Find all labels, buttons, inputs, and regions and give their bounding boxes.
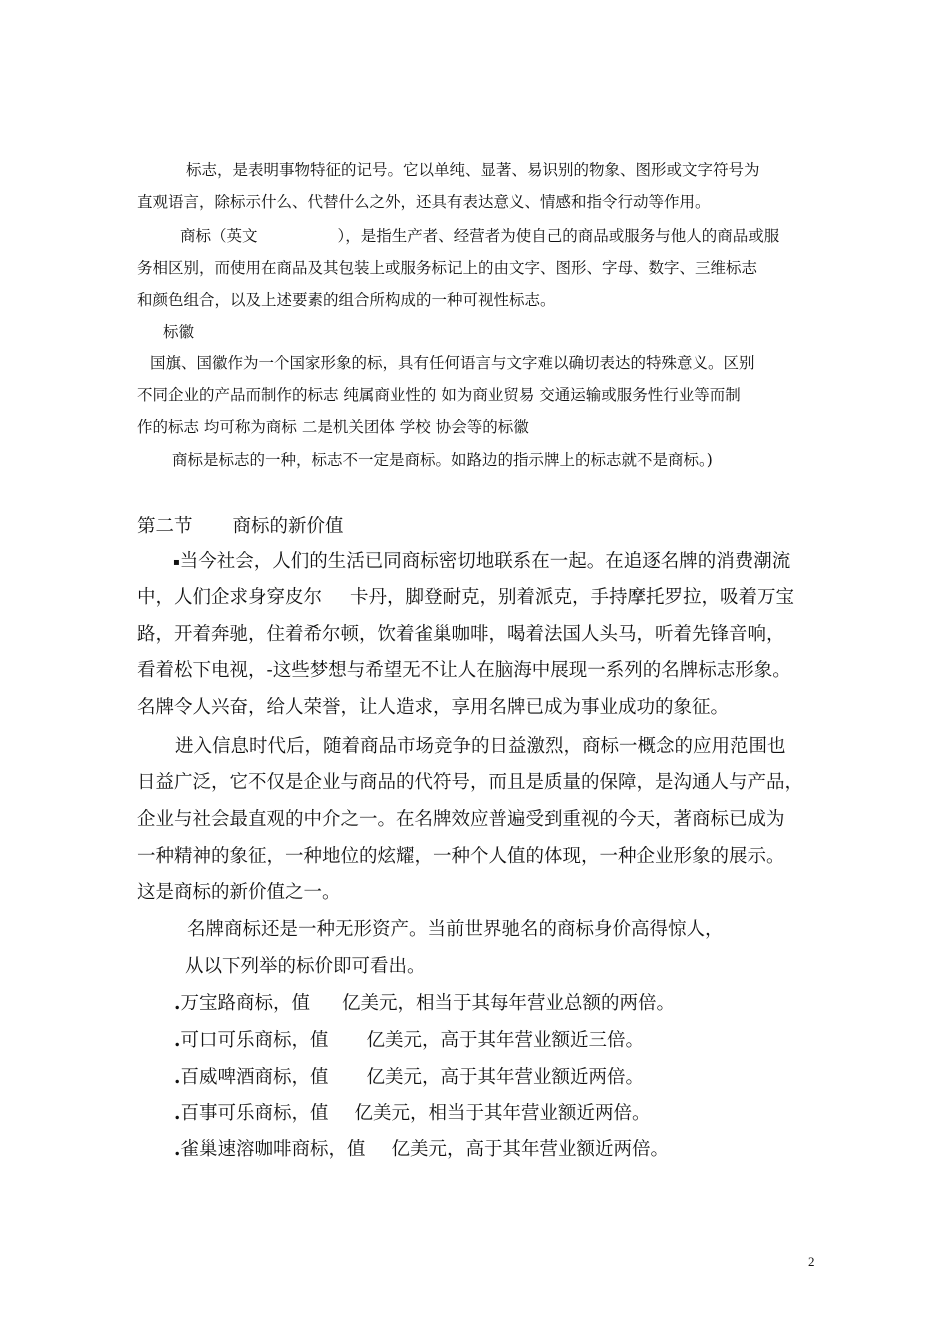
list-item-value: 亿美元，高于其年营业额近两倍。 bbox=[366, 1067, 644, 1088]
section-p3-line-2: 从以下列举的标价即可看出。 bbox=[185, 956, 426, 977]
section-p1-line-2 bbox=[137, 589, 794, 608]
section-number: 第二节 bbox=[137, 516, 193, 537]
list-bullet: . bbox=[174, 1139, 181, 1160]
section-p1-line-3: 路，开着奔驰，住着希尔顿，饮着雀巢咖啡，喝着法国人头马，听着先锋音响， bbox=[137, 624, 785, 645]
list-item-value: 亿美元，相当于其年营业额近两倍。 bbox=[354, 1103, 651, 1124]
section-p1-line-2-a: 中，人们企求身穿皮尔 bbox=[137, 587, 323, 608]
intro-p1-line-2: 直观语言，除标示什么、代替什么之外，还具有表达意义、情感和指令行动等作用。 bbox=[137, 193, 711, 211]
intro-p1-line-1: 标志，是表明事物特征的记号。它以单纯、显著、易识别的物象、图形或文字符号为 bbox=[186, 161, 760, 179]
list-item bbox=[174, 995, 675, 1014]
section-p1-line-5: 名牌令人兴奋，给人荣誉，让人造求，享用名牌已成为事业成功的象征。 bbox=[137, 697, 730, 718]
list-item bbox=[174, 1141, 669, 1160]
page-number: 2 bbox=[808, 1254, 815, 1269]
section-p1-line-1 bbox=[173, 553, 790, 572]
intro-p2-rest: ），是指生产者、经营者为使自己的商品或服务与他人的商品或服 bbox=[337, 227, 780, 245]
list-item-label: 百事可乐商标，值 bbox=[180, 1103, 329, 1124]
section-p2-line-5: 这是商标的新价值之一。 bbox=[137, 882, 341, 903]
section-p1-line-4: 看着松下电视，-这些梦想与希望无不让人在脑海中展现一系列的名牌标志形象。 bbox=[137, 660, 791, 681]
list-item-value: 亿美元，高于其年营业额近两倍。 bbox=[391, 1139, 669, 1160]
list-item bbox=[174, 1032, 644, 1051]
section-p2-line-1: 进入信息时代后，随着商品市场竞争的日益激烈，商标一概念的应用范围也 bbox=[175, 736, 786, 757]
intro-p3-line-2: 不同企业的产品而制作的标志 纯属商业性的 如为商业贸易 交通运输或服务性行业等而制 bbox=[137, 386, 741, 404]
section-p2-line-3: 企业与社会最直观的中介之一。在名牌效应普遍受到重视的今天，著商标已成为 bbox=[137, 809, 785, 830]
list-bullet: . bbox=[174, 1103, 181, 1124]
section-p1-line-2-b: 卡丹，脚登耐克，别着派克，手持摩托罗拉，吸着万宝 bbox=[350, 587, 795, 608]
list-bullet: . bbox=[174, 1030, 181, 1051]
bullet-square-icon: ▪ bbox=[173, 557, 180, 568]
intro-p3-line-1: 国旗、国徽作为一个国家形象的标，具有任何语言与文字难以确切表达的特殊意义。区别 bbox=[150, 354, 755, 372]
intro-p3-line-3: 作的标志 均可称为商标 二是机关团体 学校 协会等的标徽 bbox=[137, 418, 529, 436]
section-title: 商标的新价值 bbox=[232, 516, 344, 537]
list-bullet: . bbox=[174, 993, 181, 1014]
list-item-value: 亿美元，相当于其每年营业总额的两倍。 bbox=[341, 993, 675, 1014]
section-p1-text: 当今社会，人们的生活已同商标密切地联系在一起。在追逐名牌的消费潮流 bbox=[179, 551, 791, 572]
intro-p2-line-1 bbox=[180, 229, 779, 245]
list-item-label: 万宝路商标，值 bbox=[180, 993, 310, 1014]
intro-p2-line-2: 务相区别，而使用在商品及其包装上或服务标记上的由文字、图形、字母、数字、三维标志 bbox=[137, 259, 758, 277]
list-item bbox=[174, 1069, 644, 1088]
list-bullet: . bbox=[174, 1067, 181, 1088]
intro-p4: 商标是标志的一种，标志不一定是商标。如路边的指示牌上的标志就不是商标。) bbox=[172, 451, 713, 469]
intro-heading: 标徽 bbox=[163, 323, 195, 341]
list-item-label: 雀巢速溶咖啡商标，值 bbox=[180, 1139, 366, 1160]
section-p2-line-4: 一种精神的象征，一种地位的炫耀，一种个人值的体现，一种企业形象的展示。 bbox=[137, 846, 785, 867]
intro-p2-start: 商标（英文 bbox=[180, 227, 258, 245]
intro-p2-line-3: 和颜色组合，以及上述要素的组合所构成的一种可视性标志。 bbox=[137, 291, 556, 309]
list-item-value: 亿美元，高于其年营业额近三倍。 bbox=[366, 1030, 644, 1051]
list-item bbox=[174, 1105, 650, 1124]
list-item-label: 可口可乐商标，值 bbox=[180, 1030, 329, 1051]
section-p2-line-2: 日益广泛，它不仅是企业与商品的代符号，而且是质量的保障，是沟通人与产品， bbox=[137, 772, 804, 793]
section-p3-line-1: 名牌商标还是一种无形资产。当前世界驰名的商标身价高得惊人， bbox=[187, 919, 724, 940]
section-heading bbox=[137, 518, 344, 537]
list-item-label: 百威啤酒商标，值 bbox=[180, 1067, 329, 1088]
